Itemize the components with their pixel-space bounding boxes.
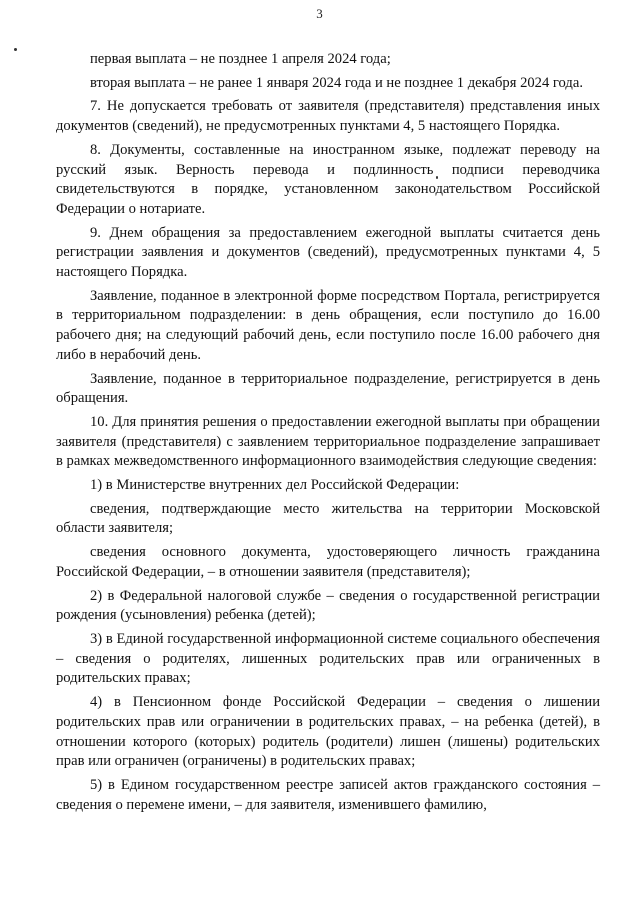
document-body xyxy=(56,50,600,819)
paragraph: 8. Документы, составленные на иностранном языке, подлежат переводу на русский язык. Верность перевода и подлинность подписи переводчика свидетельствуются в порядке, установленном законодательством Российской Федерации о нотариате. xyxy=(56,141,600,217)
paragraph: сведения основного документа, удостоверяющего личность гражданина Российской Федерации, – в отношении заявителя (представителя); xyxy=(56,544,600,580)
page-number: 3 xyxy=(316,6,323,21)
paragraph: 9. Днем обращения за предоставлением ежегодной выплаты считается день регистрации заявления и документов (сведений), предусмотренных пунктами 4, 5 настоящего Порядка. xyxy=(56,224,600,281)
paragraph: первая выплата – не позднее 1 апреля 2024 года; xyxy=(90,51,391,67)
paragraph: 7. Не допускается требовать от заявителя (представителя) представления иных документов (сведений), не предусмотренных пунктами 4, 5 настоящего Порядка. xyxy=(56,98,600,135)
paragraph: 2) в Федеральной налоговой службе – сведения о государственной регистрации рождения (усыновления) ребенка (детей); xyxy=(56,587,600,624)
scan-speck xyxy=(14,48,17,51)
paragraph: Заявление, поданное в территориальное подразделение, регистрируется в день обращения. xyxy=(56,370,600,407)
paragraph: 4) в Пенсионном фонде Российской Федерации – сведения о лишении родительских прав или ограничении в родительских правах, – на ребенка (детей), в отношении которого (которых) родитель (родители) лишен (лишены) родительских прав или ограничен (ограничены) в родительских правах; xyxy=(56,694,600,770)
paragraph: сведения, подтверждающие место жительства на территории Московской области заявителя; xyxy=(56,500,600,537)
paragraph: 3) в Единой государственной информационной системе социального обеспечения – сведения о родителях, лишенных родительских прав или ограниченных в родительских правах; xyxy=(56,630,600,687)
paragraph: вторая выплата – не ранее 1 января 2024 года и не позднее 1 декабря 2024 года. xyxy=(90,74,583,91)
paragraph: 1) в Министерстве внутренних дел Российской Федерации: xyxy=(90,477,460,494)
paragraph: 10. Для принятия решения о предоставлении ежегодной выплаты при обращении заявителя (представителя) с заявлением территориальное подразделение запрашивает в рамках межведомственного информационного взаимодействия следующие сведения: xyxy=(56,413,600,470)
paragraph: 5) в Едином государственном реестре записей актов гражданского состояния – сведения о перемене имени, – для заявителя, изменившего фамилию, xyxy=(56,776,600,813)
paragraph: Заявление, поданное в электронной форме посредством Портала, регистрируется в территориальном подразделении: в день обращения, если поступило до 16.00 рабочего дня; на следующий рабочий день, если поступило после 16.00 рабочего дня либо в нерабочий день. xyxy=(56,287,600,363)
